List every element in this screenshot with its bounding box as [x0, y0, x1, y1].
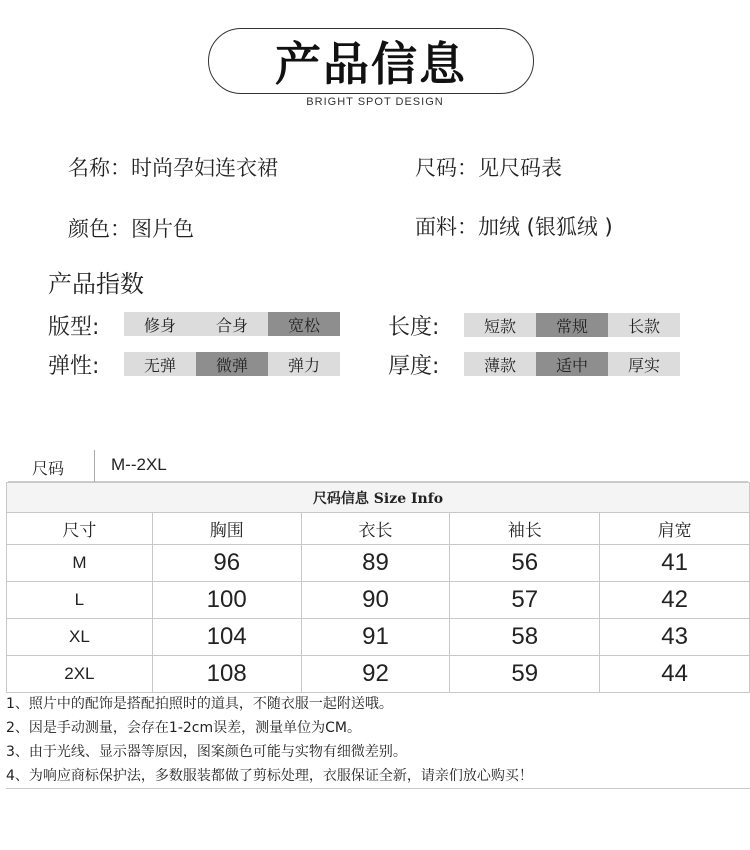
- table-cell: 100: [152, 582, 301, 619]
- fit-option: 宽松: [268, 312, 340, 336]
- table-row: [7, 619, 750, 656]
- table-cell: 41: [600, 545, 750, 582]
- size-table-header: 衣长: [301, 513, 450, 545]
- elasticity-scale: [124, 352, 340, 376]
- thickness-option: 薄款: [464, 352, 536, 376]
- size-range-row: [8, 450, 748, 482]
- note-item: 1、照片中的配饰是搭配拍照时的道具，不随衣服一起附送哦。: [6, 696, 393, 712]
- size-range-label: 尺码: [32, 459, 65, 478]
- page-subtitle: BRIGHT SPOT DESIGN: [306, 96, 444, 108]
- page-title: 产品信息: [275, 37, 467, 91]
- product-fabric-label: 面料：: [415, 215, 478, 239]
- product-color-label: 颜色：: [68, 217, 131, 241]
- size-table-header: 胸围: [152, 513, 301, 545]
- length-scale: [464, 313, 680, 337]
- fit-label: 版型:: [48, 315, 100, 340]
- note-item: 2、因是手动测量，会存在1-2cm误差，测量单位为CM。: [6, 720, 361, 736]
- table-cell: 96: [152, 545, 301, 582]
- note-item: 3、由于光线、显示器等原因，图案颜色可能与实物有细微差别。: [6, 744, 407, 760]
- notes-list: [6, 692, 750, 789]
- size-range-value: M--2XL: [111, 455, 167, 474]
- size-table-header: 肩宽: [600, 513, 750, 545]
- fit-scale: [124, 312, 340, 336]
- table-cell: L: [7, 582, 153, 619]
- table-cell: 90: [301, 582, 450, 619]
- thickness-option: 厚实: [608, 352, 680, 376]
- length-option: 常规: [536, 313, 608, 337]
- table-cell: XL: [7, 619, 153, 656]
- table-cell: 91: [301, 619, 450, 656]
- table-cell: 56: [450, 545, 600, 582]
- product-name-value: 时尚孕妇连衣裙: [131, 156, 278, 180]
- table-cell: 58: [450, 619, 600, 656]
- elasticity-option: 微弹: [196, 352, 268, 376]
- table-cell: 59: [450, 656, 600, 693]
- elasticity-label: 弹性:: [48, 354, 100, 379]
- product-fabric-line: [415, 211, 613, 241]
- thickness-label: 厚度:: [388, 354, 440, 379]
- product-name-label: 名称：: [68, 156, 131, 180]
- product-index-heading: 产品指数: [48, 270, 144, 298]
- product-size-line: [415, 152, 562, 182]
- table-cell: 92: [301, 656, 450, 693]
- length-label: 长度:: [388, 315, 440, 340]
- title-banner: [208, 28, 534, 94]
- size-range-divider: [94, 450, 95, 482]
- thickness-scale: [464, 352, 680, 376]
- product-size-label: 尺码：: [415, 156, 478, 180]
- fit-option: 修身: [124, 312, 196, 336]
- table-cell: 104: [152, 619, 301, 656]
- table-cell: M: [7, 545, 153, 582]
- elasticity-option: 弹力: [268, 352, 340, 376]
- size-table: [6, 482, 750, 693]
- table-cell: 89: [301, 545, 450, 582]
- table-cell: 57: [450, 582, 600, 619]
- size-table-header: 袖长: [450, 513, 600, 545]
- product-name-line: [68, 152, 278, 182]
- table-row: [7, 582, 750, 619]
- product-fabric-value: 加绒 (银狐绒 ): [478, 215, 613, 239]
- table-cell: 43: [600, 619, 750, 656]
- length-option: 短款: [464, 313, 536, 337]
- product-color-value: 图片色: [131, 217, 194, 241]
- size-table-caption: 尺码信息 Size Info: [7, 483, 750, 513]
- elasticity-option: 无弹: [124, 352, 196, 376]
- table-row: [7, 545, 750, 582]
- table-cell: 108: [152, 656, 301, 693]
- table-row: [7, 656, 750, 693]
- table-cell: 42: [600, 582, 750, 619]
- fit-option: 合身: [196, 312, 268, 336]
- length-option: 长款: [608, 313, 680, 337]
- product-size-value: 见尺码表: [478, 156, 562, 180]
- table-cell: 2XL: [7, 656, 153, 693]
- note-item: 4、为响应商标保护法，多数服装都做了剪标处理，衣服保证全新，请亲们放心购买！: [6, 768, 533, 784]
- table-cell: 44: [600, 656, 750, 693]
- product-color-line: [68, 213, 194, 243]
- thickness-option: 适中: [536, 352, 608, 376]
- size-table-header: 尺寸: [7, 513, 153, 545]
